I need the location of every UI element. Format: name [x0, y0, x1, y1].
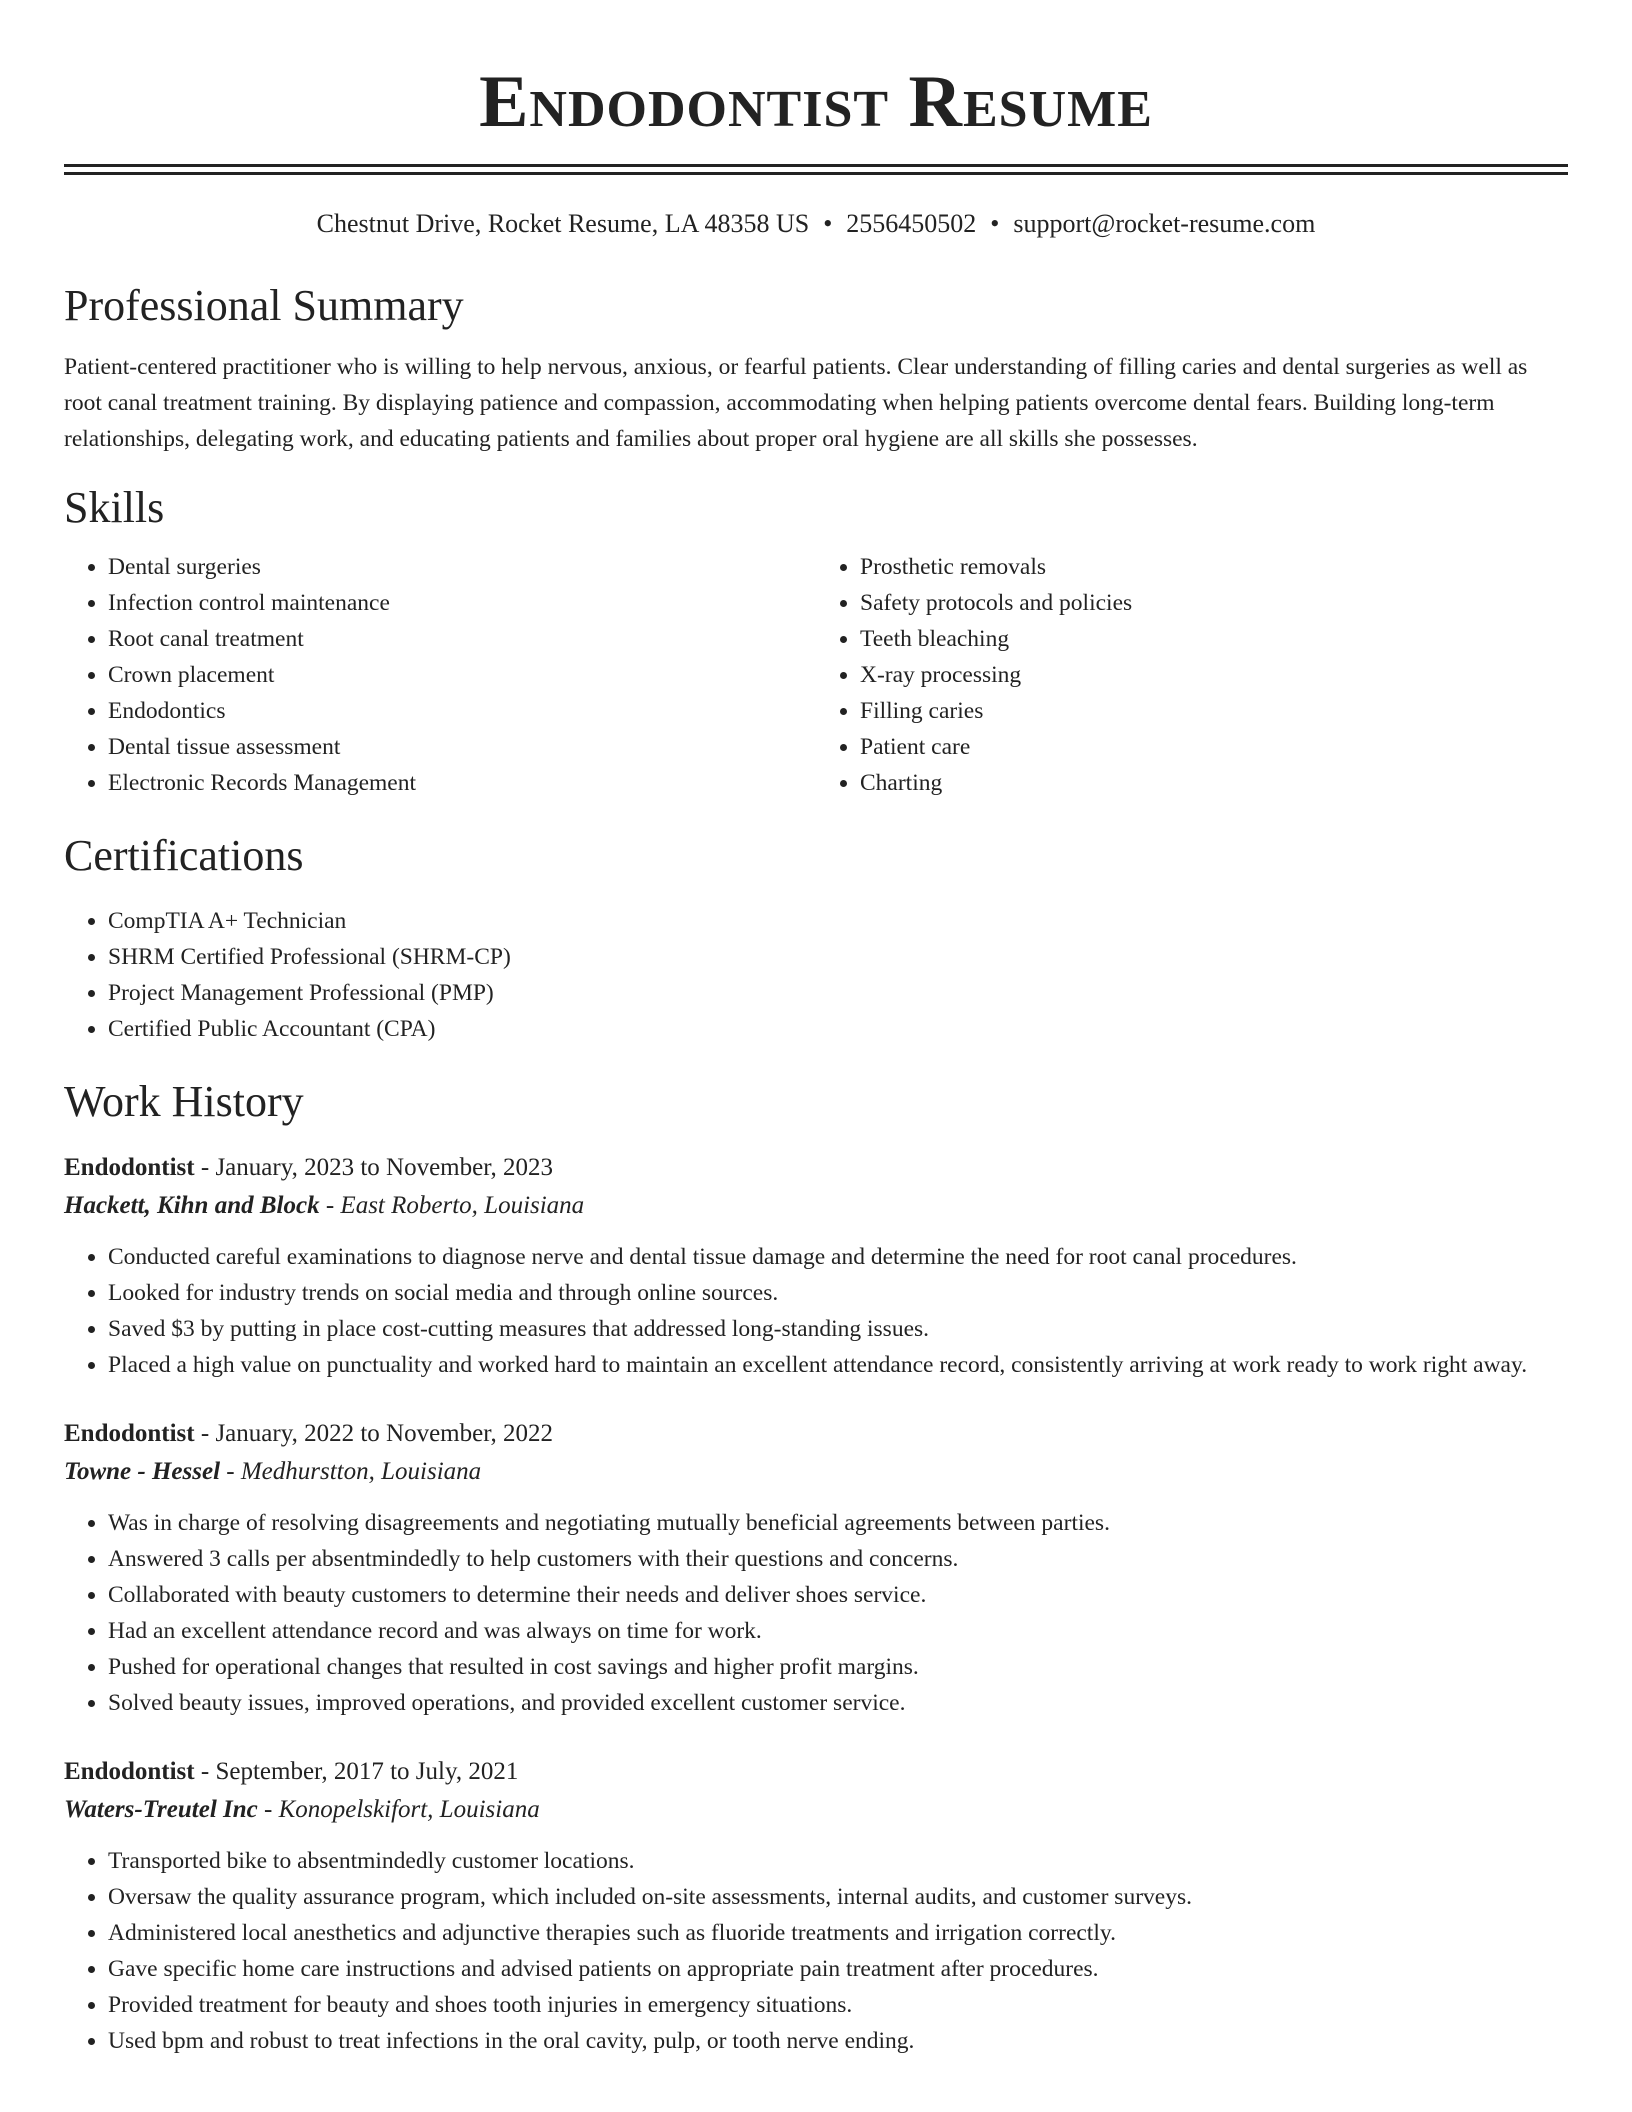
skill-item: • Safety protocols and policies	[860, 585, 1568, 621]
summary-text: Patient-centered practitioner who is willing to help nervous, anxious, or fearful patients. Clear understanding of filling caries and dental surgeries as well as root canal treatment training. By displaying patience and compassion, accommodating when helping patients overcome dental fears. Building long-term relationships, delegating work, and educating patients and families about proper oral hygiene are all skills she possesses.	[64, 354, 1528, 452]
resume-title: Endodontist Resume	[479, 61, 1153, 143]
job-entry	[64, 1415, 1568, 1721]
certification-item: • CompTIA A+ Technician	[108, 903, 1568, 939]
skill-item: • Charting	[860, 765, 1568, 801]
company-location: Konopelskifort, Louisiana	[278, 1796, 540, 1823]
job-dash: -	[194, 1758, 216, 1785]
skills-section	[64, 481, 1568, 801]
job-bullets	[64, 1239, 1568, 1383]
job-bullet: • Solved beauty issues, improved operations, and provided excellent customer service.	[108, 1685, 1568, 1721]
certification-item: • Project Management Professional (PMP)	[108, 975, 1568, 1011]
job-title: Endodontist	[64, 1420, 195, 1447]
skill-item: • X-ray processing	[860, 657, 1568, 693]
job-dash: -	[194, 1154, 216, 1181]
job-title-line	[64, 1753, 1568, 1791]
job-bullet: • Answered 3 calls per absentmindedly to help customers with their questions and concerns.	[108, 1541, 1568, 1577]
title-double-rule	[64, 164, 1568, 175]
job-entry	[64, 1753, 1568, 2059]
contact-phone: 2556450502	[846, 209, 977, 238]
certifications-list	[64, 903, 1568, 1047]
job-bullets	[64, 1843, 1568, 2059]
company-name: Towne - Hessel	[64, 1458, 221, 1485]
summary-section	[64, 279, 1568, 457]
skill-item: • Prosthetic removals	[860, 549, 1568, 585]
job-dates: January, 2023 to November, 2023	[215, 1154, 554, 1181]
resume-page	[64, 0, 1568, 2059]
job-bullet: • Placed a high value on punctuality and worked hard to maintain an excellent attendance record, consistently arriving at work ready to work right away.	[108, 1347, 1568, 1383]
contact-address: Chestnut Drive, Rocket Resume, LA 48358 US	[316, 209, 810, 238]
skill-item: • Endodontics	[108, 693, 816, 729]
company-name: Waters-Treutel Inc	[64, 1796, 258, 1823]
job-title: Endodontist	[64, 1758, 195, 1785]
job-bullet: • Transported bike to absentmindedly customer locations.	[108, 1843, 1568, 1879]
skill-item: • Patient care	[860, 729, 1568, 765]
job-dash: -	[194, 1420, 216, 1447]
job-bullet: • Provided treatment for beauty and shoes tooth injuries in emergency situations.	[108, 1987, 1568, 2023]
skill-item: • Dental surgeries	[108, 549, 816, 585]
job-bullet: • Looked for industry trends on social media and through online sources.	[108, 1275, 1568, 1311]
contact-line	[64, 207, 1568, 241]
job-dash: -	[257, 1796, 279, 1823]
skills-list-right	[816, 549, 1568, 801]
contact-separator: •	[990, 209, 1000, 238]
job-bullets	[64, 1505, 1568, 1721]
job-dates: September, 2017 to July, 2021	[215, 1758, 519, 1785]
certifications-section	[64, 829, 1568, 1047]
job-dash: -	[319, 1192, 341, 1219]
company-location: East Roberto, Louisiana	[340, 1192, 585, 1219]
job-title-line	[64, 1149, 1568, 1187]
company-location: Medhurstton, Louisiana	[240, 1458, 482, 1485]
skill-item: • Dental tissue assessment	[108, 729, 816, 765]
job-bullet: • Saved $3 by putting in place cost-cutting measures that addressed long-standing issues.	[108, 1311, 1568, 1347]
company-line	[64, 1187, 1568, 1225]
job-bullet: • Was in charge of resolving disagreements and negotiating mutually beneficial agreements between parties.	[108, 1505, 1568, 1541]
contact-separator: •	[823, 209, 833, 238]
job-bullet: • Used bpm and robust to treat infections in the oral cavity, pulp, or tooth nerve ending.	[108, 2023, 1568, 2059]
skill-item: • Teeth bleaching	[860, 621, 1568, 657]
job-bullet: • Administered local anesthetics and adjunctive therapies such as fluoride treatments and irrigation correctly.	[108, 1915, 1568, 1951]
job-dates: January, 2022 to November, 2022	[215, 1420, 554, 1447]
skills-heading: Skills	[64, 483, 165, 532]
work-history-heading: Work History	[64, 1077, 304, 1126]
certifications-heading: Certifications	[64, 831, 304, 880]
certification-item: • SHRM Certified Professional (SHRM-CP)	[108, 939, 1568, 975]
company-line	[64, 1453, 1568, 1491]
company-name: Hackett, Kihn and Block	[64, 1192, 320, 1219]
skill-item: • Infection control maintenance	[108, 585, 816, 621]
job-bullet: • Had an excellent attendance record and was always on time for work.	[108, 1613, 1568, 1649]
certification-item: • Certified Public Accountant (CPA)	[108, 1011, 1568, 1047]
skills-columns	[64, 549, 1568, 801]
job-bullet: • Oversaw the quality assurance program, which included on-site assessments, internal audits, and customer surveys.	[108, 1879, 1568, 1915]
work-history-section	[64, 1075, 1568, 2059]
company-line	[64, 1791, 1568, 1829]
job-bullet: • Collaborated with beauty customers to determine their needs and deliver shoes service.	[108, 1577, 1568, 1613]
job-bullet: • Conducted careful examinations to diagnose nerve and dental tissue damage and determine the need for root canal procedures.	[108, 1239, 1568, 1275]
job-title: Endodontist	[64, 1154, 195, 1181]
skill-item: • Crown placement	[108, 657, 816, 693]
summary-heading: Professional Summary	[64, 281, 464, 330]
skills-list-left	[64, 549, 816, 801]
contact-email: support@rocket-resume.com	[1013, 209, 1316, 238]
skill-item: • Root canal treatment	[108, 621, 816, 657]
job-bullet: • Pushed for operational changes that resulted in cost savings and higher profit margins.	[108, 1649, 1568, 1685]
job-dash: -	[220, 1458, 241, 1485]
job-bullet: • Gave specific home care instructions and advised patients on appropriate pain treatment after procedures.	[108, 1951, 1568, 1987]
skill-item: • Filling caries	[860, 693, 1568, 729]
skill-item: • Electronic Records Management	[108, 765, 816, 801]
job-entry	[64, 1149, 1568, 1383]
job-title-line	[64, 1415, 1568, 1453]
